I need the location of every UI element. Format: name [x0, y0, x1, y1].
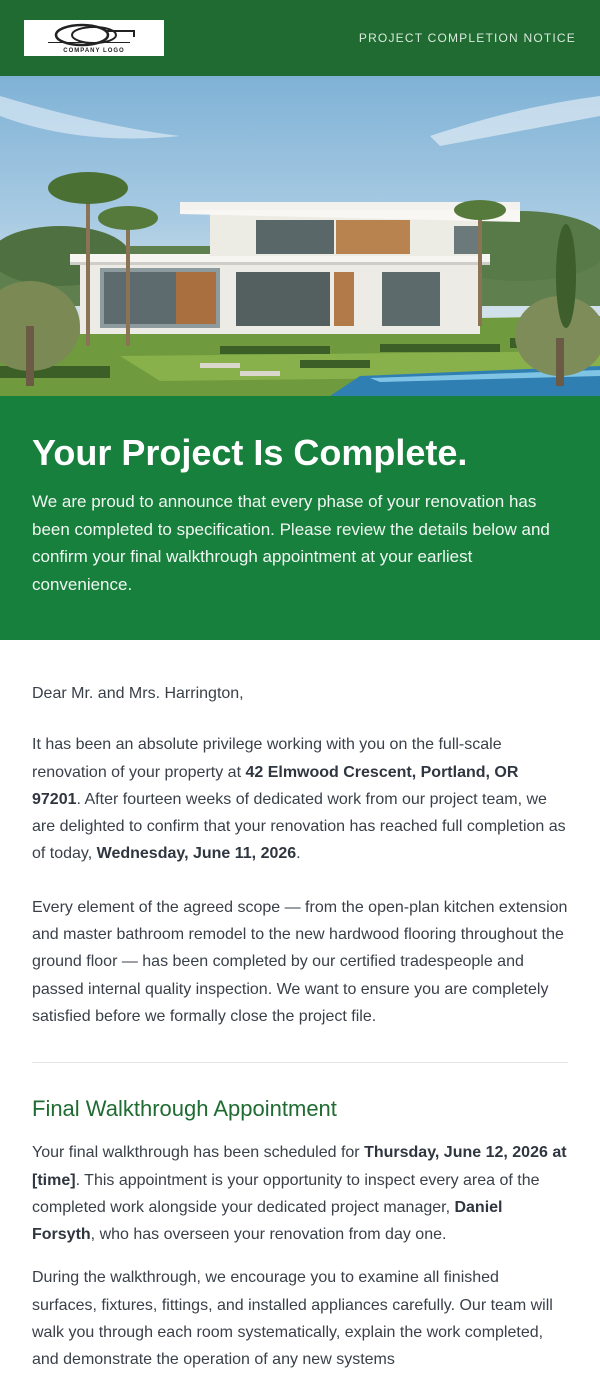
- modern-house-image: [0, 76, 600, 396]
- paragraph-text: , who has overseen your renovation from day one.: [90, 1226, 447, 1244]
- intro-banner: [0, 396, 600, 640]
- logo-text: COMPANY LOGO: [63, 47, 125, 54]
- intro-text: We are proud to announce that every phase of your renovation has been completed to specification. Please review the details below and confirm your final walkthrough appointment at your earliest convenience.: [32, 492, 550, 594]
- walkthrough-title: Final Walkthrough Appointment: [32, 1096, 337, 1122]
- paragraph-text: . After fourteen weeks of dedicated work from our project team, we are delighted to confirm that your renovation has reached full completion as of today,: [32, 790, 566, 863]
- letter-body: [0, 640, 600, 1374]
- email-header: [0, 0, 600, 76]
- letter-paragraph-2: Every element of the agreed scope — from the open-plan kitchen extension and master bathroom remodel to the new hardwood flooring throughout the ground floor — has been completed by our certified tradespeople and passed internal quality inspection. We want to ensure you are completely satisfied before we formally close the project file.: [32, 898, 568, 1025]
- hero-image: [0, 76, 600, 396]
- greeting: Dear Mr. and Mrs. Harrington,: [32, 685, 244, 702]
- property-address: 42 Elmwood Crescent, Portland, OR 97201: [32, 763, 519, 808]
- company-logo[interactable]: [24, 20, 164, 56]
- paragraph-text: .: [296, 845, 301, 863]
- page-title: Your Project Is Complete.: [32, 432, 468, 473]
- letter-paragraph-1: [32, 731, 568, 867]
- walkthrough-paragraph-2: During the walkthrough, we encourage you to examine all finished surfaces, fixtures, fittings, and installed appliances carefully. Our team will walk you through each room systematically, explain the work completed, and demonstrate the operation of any new systems: [32, 1269, 553, 1369]
- project-manager-name: Daniel Forsyth: [32, 1198, 503, 1244]
- company-logo-mark: [34, 23, 154, 51]
- notice-label: PROJECT COMPLETION NOTICE: [358, 31, 576, 45]
- paragraph-text: Your final walkthrough has been scheduled for: [32, 1144, 365, 1162]
- paragraph-text: . This appointment is your opportunity to inspect every area of the completed work alongside your dedicated project manager,: [32, 1171, 540, 1216]
- walkthrough-paragraph-1: [32, 1139, 568, 1248]
- walkthrough-date: Thursday, June 12, 2026 at [time]: [32, 1144, 567, 1189]
- completion-date: Wednesday, June 11, 2026: [96, 845, 297, 863]
- paragraph-text: It has been an absolute privilege working with you on the full-scale renovation of your property at: [32, 736, 502, 781]
- divider: [32, 1062, 568, 1063]
